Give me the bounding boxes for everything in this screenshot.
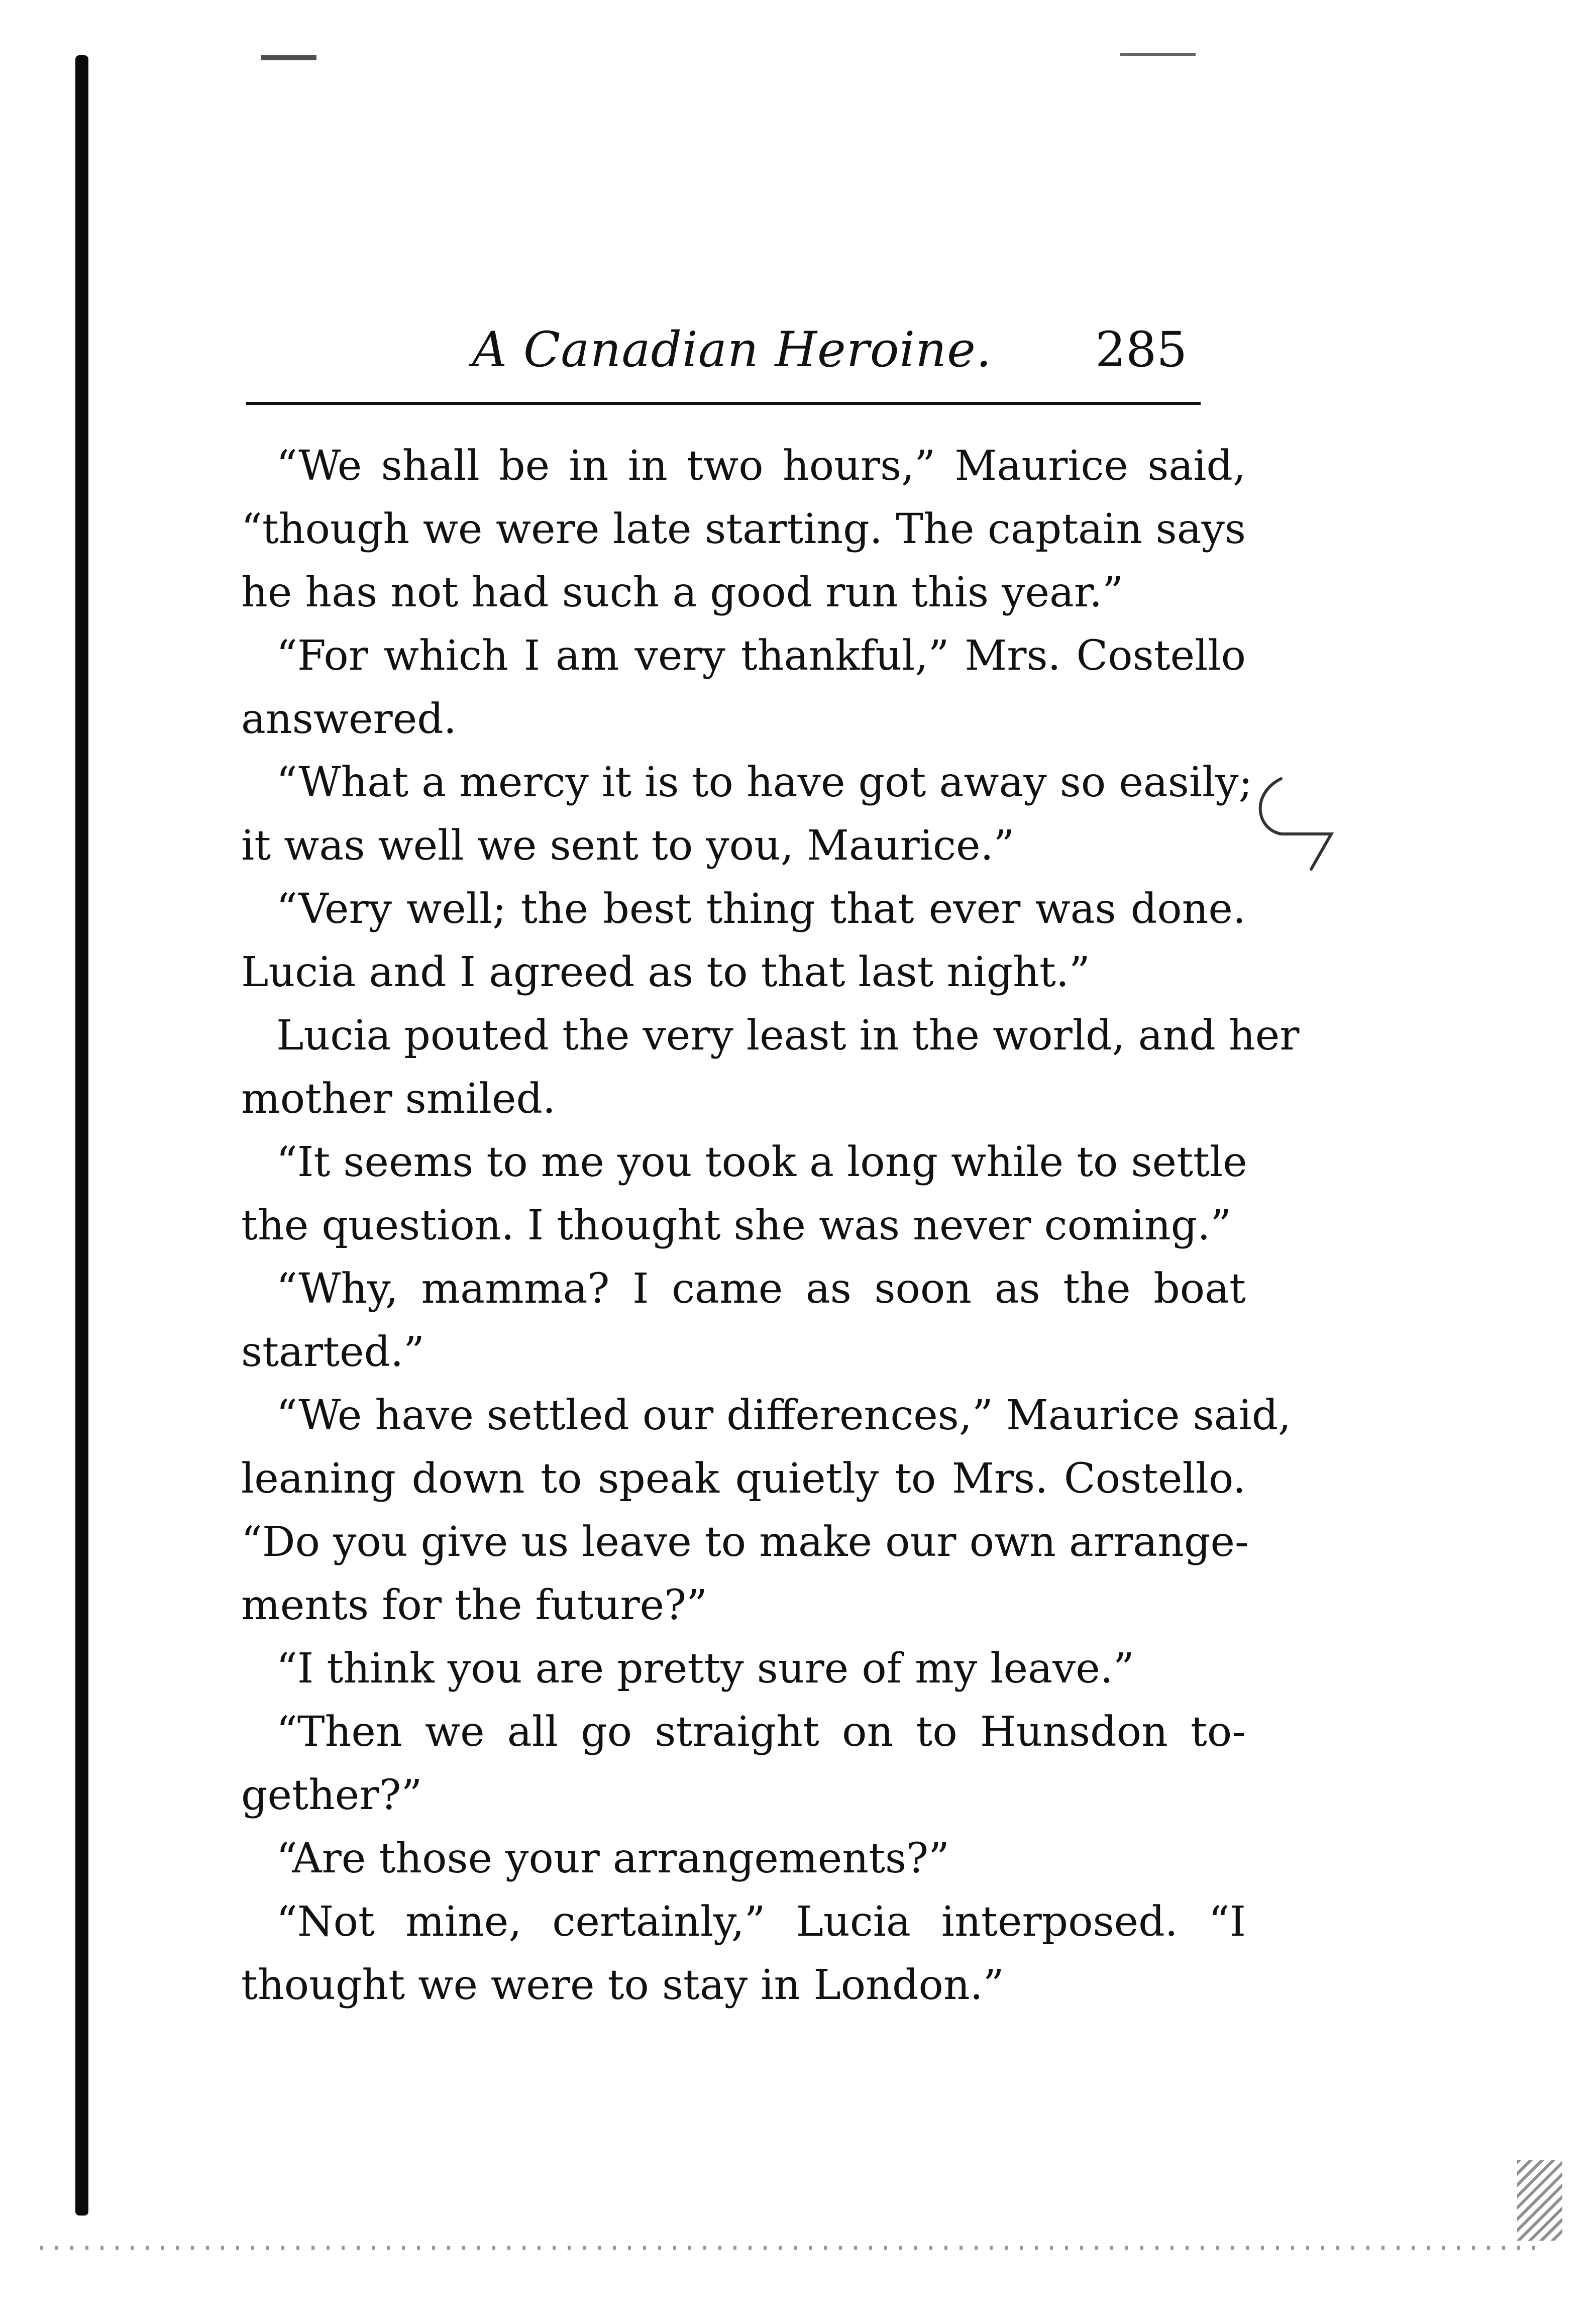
- text-line: “Not mine, certainly,” Lucia interposed. “I: [276, 1898, 1246, 1946]
- scan-artifact-corner: [1517, 2160, 1562, 2241]
- text-line: “Do you give us leave to make our own arrange-: [241, 1518, 1249, 1566]
- pencil-annotation-mark: [1246, 774, 1336, 874]
- text-line: he has not had such a good run this year.”: [241, 569, 1124, 616]
- text-line: answered.: [241, 695, 457, 743]
- text-line: “I think you are pretty sure of my leave.”: [276, 1645, 1134, 1693]
- text-line: “Very well; the best thing that ever was done.: [276, 885, 1246, 933]
- text-line: “We shall be in in two hours,” Maurice said,: [276, 442, 1246, 490]
- text-line: thought we were to stay in London.”: [241, 1961, 1004, 2009]
- text-line: it was well we sent to you, Maurice.”: [241, 822, 1015, 870]
- scan-artifact-top-left: [261, 55, 316, 60]
- text-line: “We have settled our differences,” Maurice said,: [276, 1392, 1292, 1439]
- scan-artifact-top-right: [1120, 53, 1196, 56]
- text-line: “though we were late starting. The captain says: [241, 505, 1246, 553]
- header-rule: [246, 402, 1201, 405]
- text-line: ments for the future?”: [241, 1582, 708, 1629]
- binding-shadow: [75, 55, 88, 2216]
- text-line: “For which I am very thankful,” Mrs. Costello: [276, 632, 1246, 680]
- text-line: “Are those your arrangements?”: [276, 1835, 949, 1882]
- text-line: “Then we all go straight on to Hunsdon to-: [276, 1708, 1246, 1756]
- text-line: “What a mercy it is to have got away so easily;: [276, 759, 1253, 806]
- text-line: gether?”: [241, 1771, 422, 1819]
- text-line: started.”: [241, 1328, 425, 1376]
- scan-artifact-bottom: [40, 2246, 1547, 2250]
- running-title: A Canadian Heroine.: [472, 322, 992, 378]
- text-line: leaning down to speak quietly to Mrs. Costello.: [241, 1455, 1246, 1503]
- text-line: Lucia and I agreed as to that last night.”: [241, 949, 1090, 996]
- body-text: [241, 435, 1300, 2017]
- page-number: 285: [1095, 322, 1188, 378]
- text-line: “It seems to me you took a long while to settle: [276, 1138, 1247, 1186]
- running-header: [246, 311, 1201, 387]
- text-line: mother smiled.: [241, 1075, 556, 1123]
- text-line: the question. I thought she was never coming.”: [241, 1202, 1232, 1249]
- text-line: Lucia pouted the very least in the world, and her: [276, 1012, 1300, 1060]
- text-line: “Why, mamma? I came as soon as the boat: [276, 1265, 1246, 1313]
